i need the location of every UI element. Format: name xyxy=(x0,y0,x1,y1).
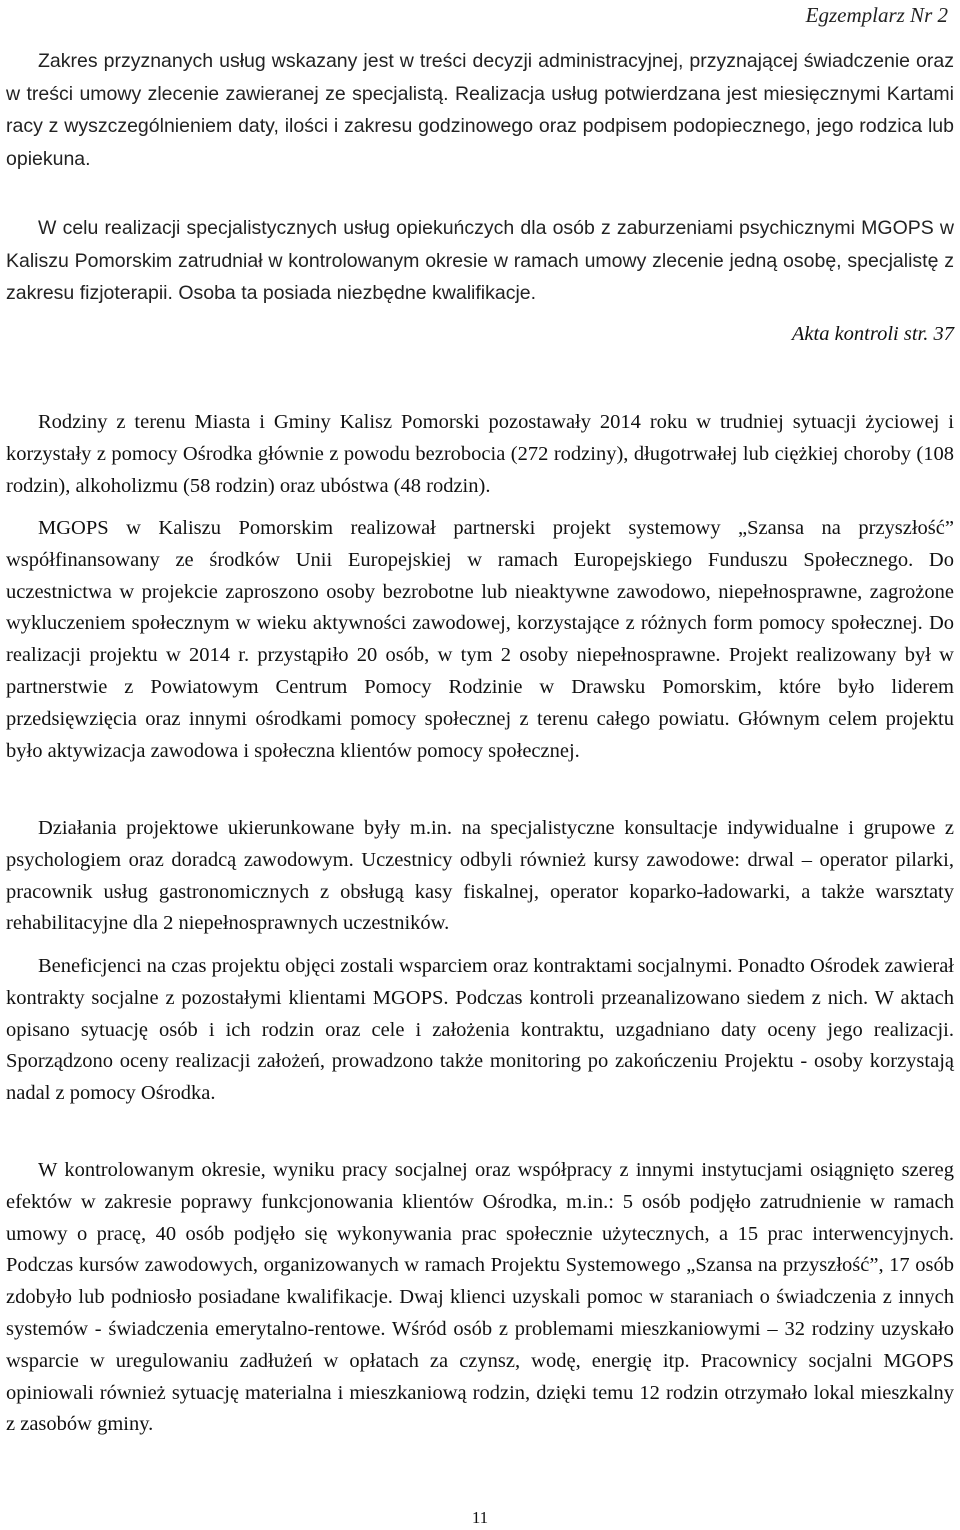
reference-note: Akta kontroli str. 37 xyxy=(791,323,954,345)
page-number: 11 xyxy=(471,1508,489,1527)
paragraph-system-project: MGOPS w Kaliszu Pomorskim realizował partnerski projekt systemowy „Szansa na przyszłość” współfinansowany ze środków Unii Europejskiej w ramach Europejskiego Funduszu Społecznego. Do uczestnictwa w projekcie zaproszono osoby bezrobotne lub nieaktywne zawodowo, niepełnosprawne, zagrożone wykluczeniem społecznym w wieku aktywności zawodowej, korzystające z różnych form pomocy społecznej. Do realizacji projektu w 2014 r. przystąpiło 20 osób, w tym 2 osoby niepełnosprawne. Projekt realizowany był w partnerstwie z Powiatowym Centrum Pomocy Rodzinie w Drawsku Pomorskim, które było liderem przedsięwzięcia oraz innymi ośrodkami pomocy społecznej z terenu całego powiatu. Głównym celem projektu było aktywizacja zawodowa i społeczna klientów pomocy społecznej. xyxy=(6,517,954,762)
paragraph-specialist-services: W celu realizacji specjalistycznych usług opiekuńczych dla osób z zaburzeniami psychicznymi MGOPS w Kaliszu Pomorskim zatrudniał w kontrolowanym okresie w ramach umowy zlecenie jedną osobę, specjalistę z zakresu fizjoterapii. Osoba ta posiada niezbędne kwalifikacje. xyxy=(6,217,954,304)
paragraph-social-contracts: Beneficjenci na czas projektu objęci zostali wsparciem oraz kontraktami socjalnymi. Ponadto Ośrodek zawierał kontrakty socjalne z pozostałymi klientami MGOPS. Podczas kontroli przeanalizowano siedem z nich. W aktach opisano sytuację osób i ich rodzin oraz cele i założenia kontraktu, uzgadniano daty oceny jego realizacji. Sporządzono oceny realizacji założeń, prowadzono także monitoring po zakończeniu Projektu - osoby korzystają nadal z pomocy Ośrodka. xyxy=(6,955,954,1105)
paragraph-service-scope: Zakres przyznanych usług wskazany jest w treści decyzji administracyjnej, przyznającej świadczenie oraz w treści umowy zlecenie zawieranej ze specjalistą. Realizacja usług potwierdzana jest miesięcznymi Kartami racy z wyszczególnieniem daty, ilości i zakresu godzinowego oraz podpisem podopiecznego, jego rodzica lub opiekuna. xyxy=(6,50,954,170)
copy-number-label: Egzemplarz Nr 2 xyxy=(805,3,948,27)
paragraph-families-situation: Rodziny z terenu Miasta i Gminy Kalisz Pomorski pozostawały 2014 roku w trudniej sytuacji życiowej i korzystały z pomocy Ośrodka głównie z powodu bezrobocia (272 rodziny), długotrwałej lub ciężkiej choroby (108 rodzin), alkoholizmu (58 rodzin) oraz ubóstwa (48 rodzin). xyxy=(6,411,954,497)
paragraph-project-activities: Działania projektowe ukierunkowane były m.in. na specjalistyczne konsultacje indywidualne i grupowe z psychologiem oraz doradcą zawodowym. Uczestnicy odbyli również kursy zawodowe: drwal – operator pilarki, pracownik usług gastronomicznych z obsługą kasy fiskalnej, operator koparko-ładowarki, a także warsztaty rehabilitacyjne dla 2 niepełnosprawnych uczestników. xyxy=(6,817,954,935)
paragraph-results: W kontrolowanym okresie, wyniku pracy socjalnej oraz współpracy z innymi instytucjami osiągnięto szereg efektów w zakresie poprawy funkcjonowania klientów Ośrodka, m.in.: 5 osób podjęło zatrudnienie w ramach umowy o pracę, 40 osób podjęło się wykonywania prac społecznie użytecznych, a 15 prac interwencyjnych. Podczas kursów zawodowych, organizowanych w ramach Projektu Systemowego „Szansa na przyszłość”, 17 osób zdobyło lub podniosło posiadane kwalifikacje. Dwaj klienci uzyskali pomoc w staraniach o świadczenia z innych systemów - świadczenia emerytalno-rentowe. Wśród osób z problemami mieszkaniowymi – 32 rodziny uzyskało wsparcie w uregulowaniu zadłużeń w opłatach za czynsz, wodę, energię itp. Pracownicy socjalni MGOPS opiniowali również sytuację materialna i mieszkaniową rodzin, dzięki temu 12 rodzin otrzymało lokal mieszkalny z zasobów gminy. xyxy=(6,1159,954,1436)
